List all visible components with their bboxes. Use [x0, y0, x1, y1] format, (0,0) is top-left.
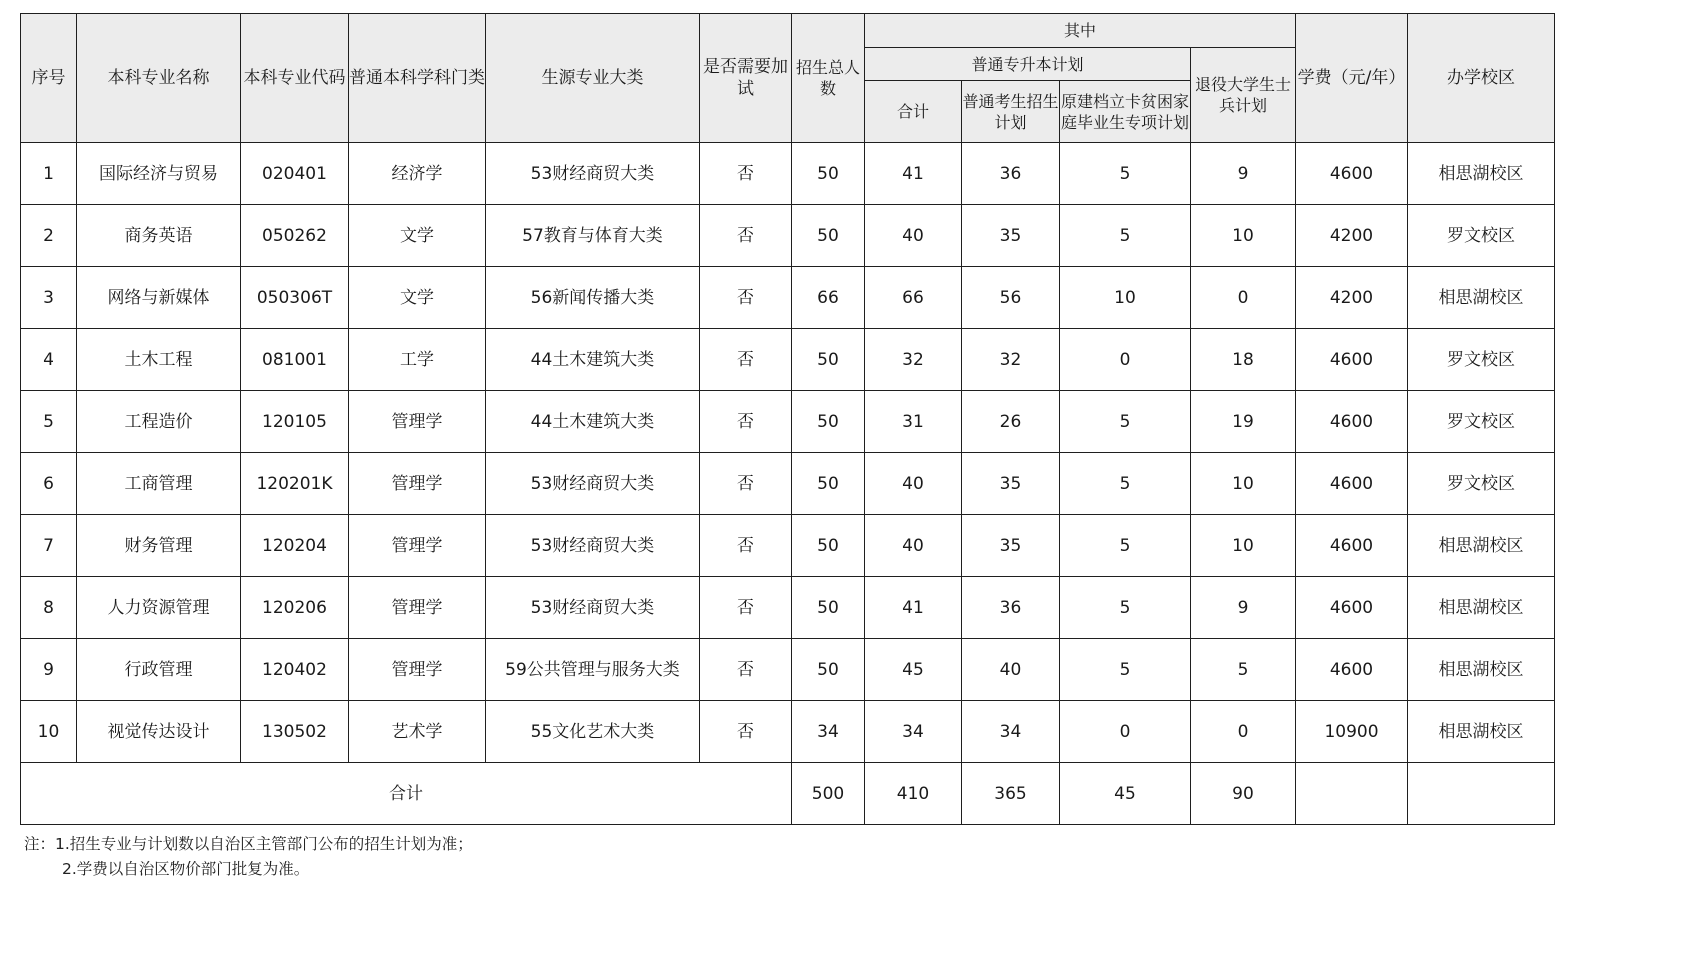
header-campus: 办学校区	[1408, 14, 1555, 143]
cell-discipline: 管理学	[349, 391, 486, 453]
table-row	[21, 701, 1555, 763]
cell-subtotal: 40	[865, 515, 962, 577]
table-body	[21, 143, 1555, 825]
cell-veteran: 9	[1191, 143, 1296, 205]
cell-exam: 否	[700, 143, 792, 205]
cell-exam: 否	[700, 329, 792, 391]
cell-poverty: 0	[1060, 329, 1191, 391]
cell-poverty: 5	[1060, 391, 1191, 453]
cell-source: 53财经商贸大类	[486, 143, 700, 205]
cell-seq: 1	[21, 143, 77, 205]
footnote-2: 2.学费以自治区物价部门批复为准。	[62, 860, 310, 878]
cell-exam: 否	[700, 205, 792, 267]
cell-total: 50	[792, 329, 865, 391]
header-major-name: 本科专业名称	[77, 14, 241, 143]
cell-source: 55文化艺术大类	[486, 701, 700, 763]
table-row	[21, 577, 1555, 639]
cell-name: 商务英语	[77, 205, 241, 267]
cell-campus: 相思湖校区	[1408, 639, 1555, 701]
cell-veteran: 18	[1191, 329, 1296, 391]
cell-source: 57教育与体育大类	[486, 205, 700, 267]
cell-total: 50	[792, 205, 865, 267]
cell-discipline: 管理学	[349, 453, 486, 515]
cell-poverty: 5	[1060, 205, 1191, 267]
cell-seq: 3	[21, 267, 77, 329]
cell-poverty: 10	[1060, 267, 1191, 329]
cell-veteran: 10	[1191, 205, 1296, 267]
cell-total: 50	[792, 515, 865, 577]
totals-label: 合计	[21, 763, 792, 825]
cell-tuition: 4600	[1296, 391, 1408, 453]
cell-subtotal: 34	[865, 701, 962, 763]
header-seq: 序号	[21, 14, 77, 143]
cell-total: 34	[792, 701, 865, 763]
cell-code: 120201K	[241, 453, 349, 515]
cell-discipline: 经济学	[349, 143, 486, 205]
cell-name: 国际经济与贸易	[77, 143, 241, 205]
cell-poverty: 0	[1060, 701, 1191, 763]
cell-campus: 相思湖校区	[1408, 143, 1555, 205]
cell-veteran: 19	[1191, 391, 1296, 453]
enrollment-plan-table-wrapper	[20, 13, 1555, 825]
cell-tuition: 4600	[1296, 577, 1408, 639]
header-veteran-plan: 退役大学生士兵计划	[1191, 48, 1296, 143]
cell-exam: 否	[700, 577, 792, 639]
totals-row	[21, 763, 1555, 825]
cell-name: 工程造价	[77, 391, 241, 453]
cell-source: 53财经商贸大类	[486, 453, 700, 515]
header-discipline: 普通本科学科门类	[349, 14, 486, 143]
cell-campus: 罗文校区	[1408, 205, 1555, 267]
totals-poverty: 45	[1060, 763, 1191, 825]
cell-exam: 否	[700, 391, 792, 453]
cell-name: 视觉传达设计	[77, 701, 241, 763]
cell-subtotal: 31	[865, 391, 962, 453]
header-among: 其中	[865, 14, 1296, 48]
cell-tuition: 4200	[1296, 267, 1408, 329]
cell-veteran: 0	[1191, 701, 1296, 763]
cell-code: 020401	[241, 143, 349, 205]
cell-tuition: 4600	[1296, 515, 1408, 577]
cell-seq: 6	[21, 453, 77, 515]
cell-regular: 26	[962, 391, 1060, 453]
cell-source: 59公共管理与服务大类	[486, 639, 700, 701]
cell-discipline: 管理学	[349, 639, 486, 701]
cell-veteran: 10	[1191, 515, 1296, 577]
table-row	[21, 391, 1555, 453]
cell-exam: 否	[700, 701, 792, 763]
header-poverty-plan: 原建档立卡贫困家庭毕业生专项计划	[1060, 81, 1191, 143]
cell-tuition: 10900	[1296, 701, 1408, 763]
cell-name: 财务管理	[77, 515, 241, 577]
header-subtotal: 合计	[865, 81, 962, 143]
cell-source: 53财经商贸大类	[486, 577, 700, 639]
table-row	[21, 267, 1555, 329]
cell-total: 66	[792, 267, 865, 329]
cell-discipline: 管理学	[349, 577, 486, 639]
cell-regular: 36	[962, 577, 1060, 639]
cell-code: 050262	[241, 205, 349, 267]
cell-total: 50	[792, 577, 865, 639]
footnotes	[24, 832, 473, 882]
cell-total: 50	[792, 453, 865, 515]
cell-exam: 否	[700, 453, 792, 515]
cell-seq: 9	[21, 639, 77, 701]
totals-campus	[1408, 763, 1555, 825]
table-row	[21, 329, 1555, 391]
cell-seq: 4	[21, 329, 77, 391]
cell-campus: 罗文校区	[1408, 391, 1555, 453]
header-extra-exam: 是否需要加试	[700, 14, 792, 143]
cell-subtotal: 40	[865, 205, 962, 267]
header-source-category: 生源专业大类	[486, 14, 700, 143]
header-major-code: 本科专业代码	[241, 14, 349, 143]
cell-poverty: 5	[1060, 515, 1191, 577]
cell-code: 120402	[241, 639, 349, 701]
totals-subtotal: 410	[865, 763, 962, 825]
cell-seq: 8	[21, 577, 77, 639]
cell-poverty: 5	[1060, 143, 1191, 205]
cell-code: 050306T	[241, 267, 349, 329]
cell-veteran: 5	[1191, 639, 1296, 701]
cell-exam: 否	[700, 639, 792, 701]
table-header	[21, 14, 1555, 143]
cell-campus: 相思湖校区	[1408, 701, 1555, 763]
cell-poverty: 5	[1060, 639, 1191, 701]
cell-subtotal: 41	[865, 143, 962, 205]
footnote-1: 注：1.招生专业与计划数以自治区主管部门公布的招生计划为准；	[24, 835, 473, 853]
cell-name: 工商管理	[77, 453, 241, 515]
cell-subtotal: 66	[865, 267, 962, 329]
cell-regular: 36	[962, 143, 1060, 205]
cell-name: 土木工程	[77, 329, 241, 391]
cell-veteran: 9	[1191, 577, 1296, 639]
header-total-enroll: 招生总人数	[792, 14, 865, 143]
cell-discipline: 工学	[349, 329, 486, 391]
cell-discipline: 艺术学	[349, 701, 486, 763]
cell-source: 56新闻传播大类	[486, 267, 700, 329]
cell-regular: 35	[962, 453, 1060, 515]
cell-discipline: 管理学	[349, 515, 486, 577]
header-tuition: 学费（元/年）	[1296, 14, 1408, 143]
cell-campus: 罗文校区	[1408, 329, 1555, 391]
cell-regular: 56	[962, 267, 1060, 329]
cell-total: 50	[792, 143, 865, 205]
cell-seq: 10	[21, 701, 77, 763]
cell-regular: 35	[962, 515, 1060, 577]
cell-name: 网络与新媒体	[77, 267, 241, 329]
cell-name: 人力资源管理	[77, 577, 241, 639]
cell-regular: 35	[962, 205, 1060, 267]
totals-regular: 365	[962, 763, 1060, 825]
cell-source: 53财经商贸大类	[486, 515, 700, 577]
cell-name: 行政管理	[77, 639, 241, 701]
cell-subtotal: 41	[865, 577, 962, 639]
totals-veteran: 90	[1191, 763, 1296, 825]
cell-subtotal: 32	[865, 329, 962, 391]
cell-subtotal: 45	[865, 639, 962, 701]
cell-campus: 相思湖校区	[1408, 577, 1555, 639]
cell-total: 50	[792, 391, 865, 453]
cell-veteran: 10	[1191, 453, 1296, 515]
cell-veteran: 0	[1191, 267, 1296, 329]
cell-discipline: 文学	[349, 205, 486, 267]
cell-code: 120204	[241, 515, 349, 577]
header-regular-students: 普通考生招生计划	[962, 81, 1060, 143]
table-row	[21, 205, 1555, 267]
cell-source: 44土木建筑大类	[486, 391, 700, 453]
cell-tuition: 4200	[1296, 205, 1408, 267]
cell-tuition: 4600	[1296, 453, 1408, 515]
cell-regular: 40	[962, 639, 1060, 701]
enrollment-plan-table	[20, 13, 1555, 825]
table-row	[21, 453, 1555, 515]
totals-total: 500	[792, 763, 865, 825]
cell-code: 081001	[241, 329, 349, 391]
cell-seq: 2	[21, 205, 77, 267]
cell-exam: 否	[700, 515, 792, 577]
cell-poverty: 5	[1060, 577, 1191, 639]
cell-discipline: 文学	[349, 267, 486, 329]
cell-regular: 32	[962, 329, 1060, 391]
cell-regular: 34	[962, 701, 1060, 763]
cell-tuition: 4600	[1296, 639, 1408, 701]
header-regular-plan: 普通专升本计划	[865, 48, 1191, 81]
cell-campus: 罗文校区	[1408, 453, 1555, 515]
cell-seq: 5	[21, 391, 77, 453]
cell-code: 120206	[241, 577, 349, 639]
cell-source: 44土木建筑大类	[486, 329, 700, 391]
table-row	[21, 639, 1555, 701]
cell-code: 130502	[241, 701, 349, 763]
cell-code: 120105	[241, 391, 349, 453]
cell-poverty: 5	[1060, 453, 1191, 515]
cell-tuition: 4600	[1296, 143, 1408, 205]
cell-total: 50	[792, 639, 865, 701]
table-row	[21, 515, 1555, 577]
cell-subtotal: 40	[865, 453, 962, 515]
cell-campus: 相思湖校区	[1408, 515, 1555, 577]
cell-seq: 7	[21, 515, 77, 577]
cell-tuition: 4600	[1296, 329, 1408, 391]
totals-tuition	[1296, 763, 1408, 825]
cell-exam: 否	[700, 267, 792, 329]
cell-campus: 相思湖校区	[1408, 267, 1555, 329]
table-row	[21, 143, 1555, 205]
